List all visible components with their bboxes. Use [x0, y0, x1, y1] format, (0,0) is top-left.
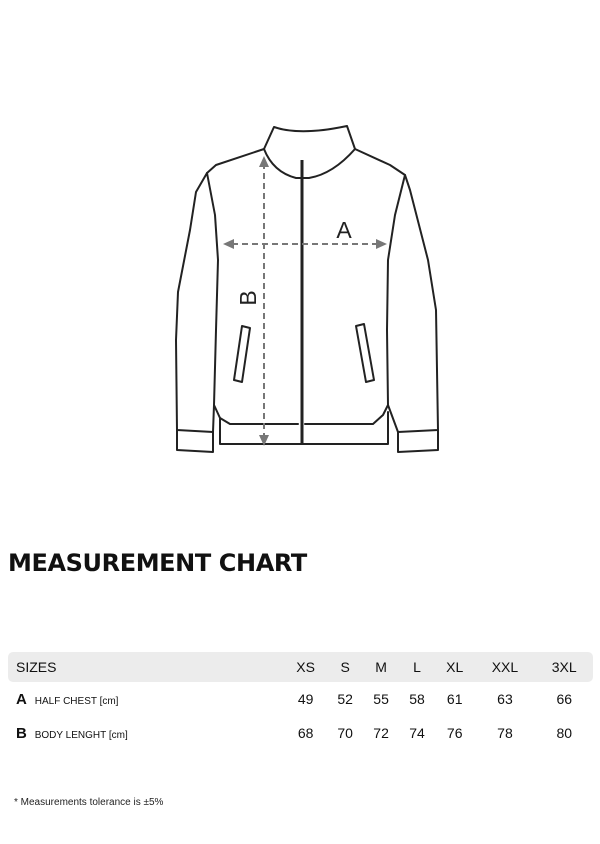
- table-cell: 70: [337, 725, 353, 741]
- table-row: [8, 716, 593, 750]
- row-label: HALF CHEST [cm]: [34, 695, 119, 707]
- header-size: XXL: [474, 652, 535, 682]
- left-cuff: [177, 430, 213, 452]
- header-size: XS: [284, 652, 327, 682]
- row-label-cell: [8, 682, 284, 716]
- row-label: BODY LENGHT [cm]: [34, 729, 128, 741]
- table-row: [8, 682, 593, 716]
- table-header-row: [8, 652, 593, 682]
- right-cuff: [398, 430, 438, 452]
- waistband: [220, 412, 388, 444]
- label-a: A: [336, 217, 352, 243]
- header-size: S: [327, 652, 363, 682]
- header-size: M: [363, 652, 399, 682]
- row-letter: A: [16, 690, 27, 708]
- jacket-right-body: [305, 149, 438, 432]
- label-b: B: [235, 290, 261, 306]
- table-cell: 80: [556, 725, 573, 741]
- page-title: MEASUREMENT CHART: [8, 549, 307, 577]
- row-letter: B: [16, 724, 27, 742]
- header-size: 3XL: [535, 652, 593, 682]
- table-cell: 66: [556, 691, 573, 707]
- jacket-collar: [264, 126, 355, 178]
- table-cell: 55: [373, 691, 389, 707]
- table-cell: 78: [497, 725, 513, 741]
- table-cell: 72: [373, 725, 389, 741]
- size-table: [8, 652, 593, 750]
- tolerance-footnote: * Measurements tolerance is ±5%: [14, 797, 164, 808]
- left-pocket: [234, 326, 250, 382]
- header-sizes-label: SIZES: [8, 652, 284, 682]
- table-cell: 49: [297, 691, 314, 707]
- jacket-diagram: [150, 110, 450, 460]
- table-cell: 52: [337, 691, 353, 707]
- table-cell: 74: [409, 725, 425, 741]
- header-size: XL: [435, 652, 474, 682]
- table-cell: 63: [497, 691, 513, 707]
- row-label-cell: [8, 716, 284, 750]
- table-cell: 68: [297, 725, 314, 741]
- table-cell: 76: [446, 725, 463, 741]
- right-pocket: [356, 324, 374, 382]
- table-cell: 61: [446, 691, 463, 707]
- table-cell: 58: [409, 691, 425, 707]
- header-size: L: [399, 652, 435, 682]
